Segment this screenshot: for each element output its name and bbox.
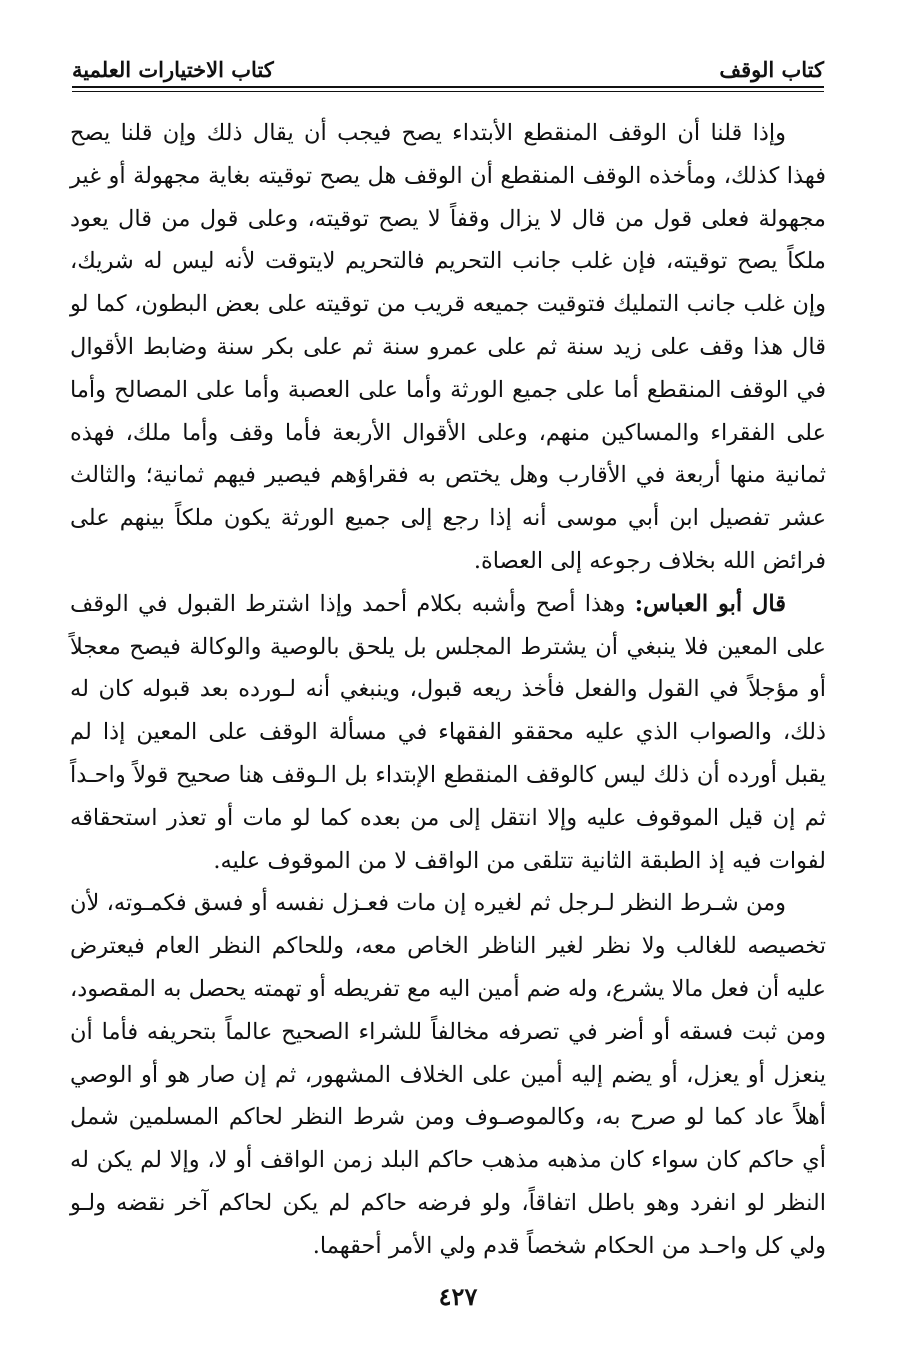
paragraph-2-text: وهذا أصح وأشبه بكلام أحمد وإذا اشترط القبول في الوقف على المعين فلا ينبغي أن يشترط المجلس بل يلحق بالوصية والوكالة فيصح معجلاً أو مؤجلاً في القول والفعل فأخذ ريعه قبول، وينبغي أنه لـورده بعد قبوله كان له ذلك، والصواب الذي عليه محققو الفقهاء في مسألة الوقف على المعين إذا لم يقبل أورده أن ذلك ليس كالوقف المنقطع الإبتداء بل الـوقف هنا صحيح قولاً واحـداً ثم إن قيل الموقوف عليه وإلا انتقل إلى من بعده كما لو مات أو تعذر استحقاقه لفوات فيه إذ الطبقة الثانية تتلقى من الواقف لا من الموقوف عليه. (70, 590, 826, 874)
page-number: ٤٢٧ (438, 1282, 478, 1311)
paragraph-2-speaker: قال أبو العباس: (634, 590, 787, 617)
page-body (70, 112, 826, 1268)
header-book-title: كتاب الاختيارات العلمية (72, 57, 274, 82)
header-chapter-title: كتاب الوقف (719, 57, 824, 82)
paragraph-1 (70, 112, 826, 583)
header-rule-thin (72, 91, 824, 92)
running-header (72, 38, 824, 82)
paragraph-1-text: وإذا قلنا أن الوقف المنقطع الأبتداء يصح فيجب أن يقال ذلك وإن قلنا يصح فهذا كذلك، ومأخذه الوقف المنقطع أن الوقف هل يصح توقيته بغاية مجهولة أو غير مجهولة فعلى قول من قال لا يزال وقفاً لا يصح توقيته، وعلى قول من قال يعود ملكاً يصح توقيته، فإن غلب جانب التحريم فالتحريم لايتوقت لأنه ليس له شريك، وإن غلب جانب التمليك فتوقيت جميعه قريب من توقيته على بعض البطون، كما لو قال هذا وقف على زيد سنة ثم على عمرو سنة ثم على بكر سنة وضابط الأقوال في الوقف المنقطع أما على جميع الورثة وأما على العصبة وأما على المصالح وأما على الفقراء والمساكين منهم، وعلى الأقوال الأربعة فأما وقف وأما ملك، فهذه ثمانية منها أربعة في الأقارب وهل يختص به فقراؤهم فيصير فيهم ثمانية؛ والثالث عشر تفصيل ابن أبي موسى أنه إذا رجع إلى جميع الورثة يكون ملكاً بينهم على فرائض الله بخلاف رجوعه إلى العصاة. (70, 120, 826, 574)
paragraph-3 (70, 882, 826, 1267)
paragraph-2 (70, 583, 826, 883)
header-rule (72, 86, 824, 88)
paragraph-3-text: ومن شـرط النظر لـرجل ثم لغيره إن مات فعـزل نفسه أو فسق فكمـوته، لأن تخصيصه للغالب ولا نظر لغير الناظر الخاص معه، وللحاكم النظر العام فيعترض عليه أن فعل مالا يشرع، وله ضم أمين اليه مع تفريطه أو تهمته يحصل به المقصود، ومن ثبت فسقه أو أضر في تصرفه مخالفاً للشراء الصحيح عالماً بتحريفه فأما أن ينعزل أو يعزل، أو يضم إليه أمين على الخلاف المشهور، ثم إن صار هو أو الوصي أهلاً عاد كما لو صرح به، وكالموصـوف ومن شرط النظر لحاكم المسلمين شمل أي حاكم كان سواء كان مذهبه مذهب حاكم البلد زمن الواقف أو لا، وإلا لم يكن له النظر لو انفرد وهو باطل اتفاقاً، ولو فرضه حاكم لم يكن لحاكم آخر نقضه ولـو ولي كل واحـد من الحكام شخصاً قدم ولي الأمر أحقهما. (70, 890, 826, 1259)
